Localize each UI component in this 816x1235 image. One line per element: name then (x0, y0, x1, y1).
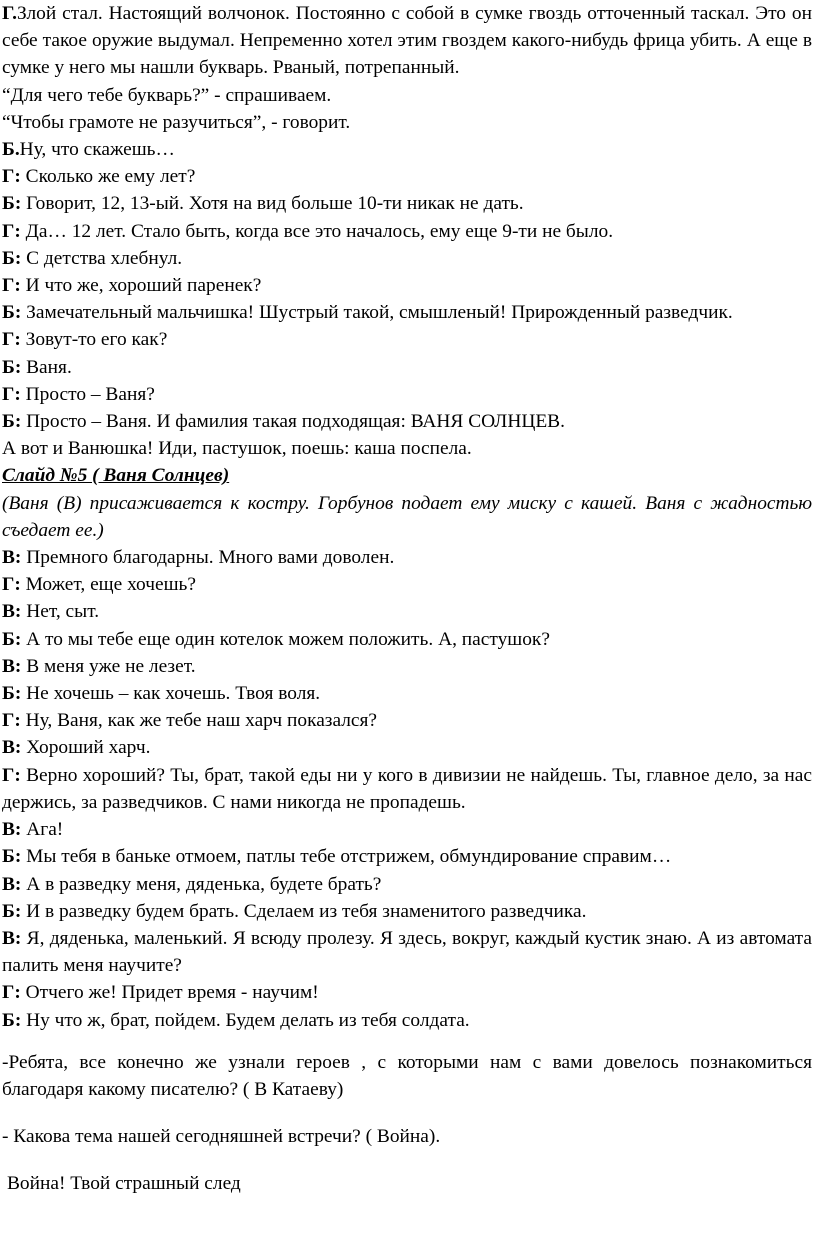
speaker-label: В: (2, 819, 22, 841)
speaker-label: Г: (2, 764, 21, 786)
line-text: Может, еще хочешь? (20, 574, 196, 596)
speaker-label: Б: (2, 900, 22, 922)
dialogue-line (2, 299, 812, 326)
speaker-label: Г: (2, 166, 21, 188)
line-text: Просто – Ваня. И фамилия такая подходящая: ВАНЯ СОЛНЦЕВ. (21, 411, 565, 433)
speaker-label: В: (2, 873, 22, 895)
line-text: И что же, хороший паренек? (20, 275, 262, 297)
dialogue-line (2, 653, 812, 680)
line-text: Сколько же ему лет? (20, 166, 196, 188)
dialogue-line (2, 598, 812, 625)
dialogue-line (2, 245, 812, 272)
line-text: Премного благодарны. Много вами доволен. (21, 547, 395, 569)
dialogue-line (2, 136, 812, 163)
dialogue-line (2, 734, 812, 761)
line-text: А в разведку меня, дяденька, будете брать? (21, 873, 382, 895)
speaker-label: В: (2, 655, 22, 677)
dialogue-line (2, 571, 812, 598)
speaker-label: В: (2, 547, 22, 569)
line-text: Ну, Ваня, как же тебе наш харч показался? (20, 710, 378, 732)
dialogue-line (2, 1007, 812, 1034)
question-author: -Ребята, все конечно же узнали героев , с которыми нам с вами довелось познакомиться благодаря какому писателю? ( В Катаеву) (2, 1051, 812, 1100)
line-text: В меня уже не лезет. (21, 655, 196, 677)
speaker-label: Б: (2, 846, 22, 868)
line-text: Да… 12 лет. Стало быть, когда все это началось, ему еще 9-ти не было. (20, 220, 614, 242)
speaker-label: Б: (2, 628, 22, 650)
dialogue-line (2, 816, 812, 843)
line-text: Хороший харч. (21, 737, 151, 759)
line-text: “Чтобы грамоте не разучиться”, - говорит. (2, 111, 351, 133)
speaker-label: Б: (2, 356, 22, 378)
line-text: Ага! (21, 819, 64, 841)
line-text: А вот и Ванюшка! Иди, пастушок, поешь: каша поспела. (2, 438, 472, 460)
line-text: С детства хлебнул. (21, 247, 183, 269)
dialogue-line (2, 979, 812, 1006)
dialogue-line (2, 82, 812, 109)
speaker-label: Б: (2, 411, 22, 433)
speaker-label: Г. (2, 3, 17, 24)
dialogue-line (2, 871, 812, 898)
paragraph-intro (2, 0, 812, 82)
line-text: Мы тебя в баньке отмоем, патлы тебе отстрижем, обмундирование справим… (21, 846, 672, 868)
dialogue-line (2, 354, 812, 381)
speaker-label: Б: (2, 302, 22, 324)
dialogue-line (2, 707, 812, 734)
dialogue-line (2, 626, 812, 653)
line-text: Нет, сыт. (21, 601, 100, 623)
slide-title: Слайд №5 ( Ваня Солнцев) (2, 465, 230, 487)
speaker-label: Г: (2, 220, 21, 242)
line-text: И в разведку будем брать. Сделаем из тебя знаменитого разведчика. (21, 900, 587, 922)
poem-line: Война! Твой страшный след (7, 1173, 241, 1195)
dialogue-line (2, 680, 812, 707)
line-text: Отчего же! Придет время - научим! (20, 982, 319, 1004)
dialogue-line (2, 381, 812, 408)
stage-direction: (Ваня (В) присаживается к костру. Горбунов подает ему миску с кашей. Ваня с жадностью съедает ее.) (2, 492, 812, 541)
dialogue-line (2, 544, 812, 571)
speaker-label: Б: (2, 683, 22, 705)
dialogue-line (2, 163, 812, 190)
speaker-label: Г: (2, 574, 21, 596)
speaker-label: Г: (2, 982, 21, 1004)
line-text: Ваня. (21, 356, 72, 378)
dialogue-line (2, 843, 812, 870)
dialogue-line (2, 109, 812, 136)
speaker-label: В: (2, 737, 22, 759)
dialogue-line (2, 218, 812, 245)
dialogue-line (2, 762, 812, 816)
line-text: Я, дяденька, маленький. Я всюду пролезу. Я здесь, вокруг, каждый кустик знаю. А из автомата палить меня научите? (2, 927, 812, 977)
dialogue-line (2, 272, 812, 299)
dialogue-line (2, 898, 812, 925)
speaker-label: Г: (2, 329, 21, 351)
speaker-label: Б: (2, 247, 22, 269)
speaker-label: Б: (2, 193, 22, 215)
dialogue-line (2, 326, 812, 353)
speaker-label: Г: (2, 383, 21, 405)
speaker-label: В: (2, 601, 22, 623)
line-text: Ну, что скажешь… (19, 139, 175, 161)
dialogue-line (2, 408, 812, 435)
line-text: Ну что ж, брат, пойдем. Будем делать из тебя солдата. (21, 1009, 470, 1031)
line-text: Замечательный мальчишка! Шустрый такой, смышленый! Прирожденный разведчик. (21, 302, 733, 324)
speaker-label: В: (2, 927, 22, 949)
dialogue-line (2, 190, 812, 217)
speaker-label: Б: (2, 1009, 22, 1031)
line-text: “Для чего тебе букварь?” - спрашиваем. (2, 84, 332, 106)
line-text: Злой стал. Настоящий волчонок. Постоянно с собой в сумке гвоздь отточенный таскал. Это он себе такое оружие выдумал. Непременно хотел этим гвоздем какого-нибудь фрица убить. А еще в сумке у него мы нашли букварь. Рваный, потрепанный. (2, 3, 812, 79)
speaker-label: Г: (2, 275, 21, 297)
line-text: Говорит, 12, 13-ый. Хотя на вид больше 10-ти никак не дать. (21, 193, 524, 215)
dialogue-line (2, 925, 812, 979)
dialogue-line (2, 435, 812, 462)
line-text: Верно хороший? Ты, брат, такой еды ни у кого в дивизии не найдешь. Ты, главное дело, за нас держись, за разведчиков. С нами никогда не пропадешь. (2, 764, 812, 813)
question-theme: - Какова тема нашей сегодняшней встречи? ( Война). (2, 1126, 441, 1148)
line-text: Просто – Ваня? (20, 383, 155, 405)
speaker-label: Б. (2, 139, 20, 161)
line-text: А то мы тебе еще один котелок можем положить. А, пастушок? (21, 628, 550, 650)
line-text: Не хочешь – как хочешь. Твоя воля. (21, 683, 321, 705)
speaker-label: Г: (2, 710, 21, 732)
line-text: Зовут-то его как? (20, 329, 168, 351)
